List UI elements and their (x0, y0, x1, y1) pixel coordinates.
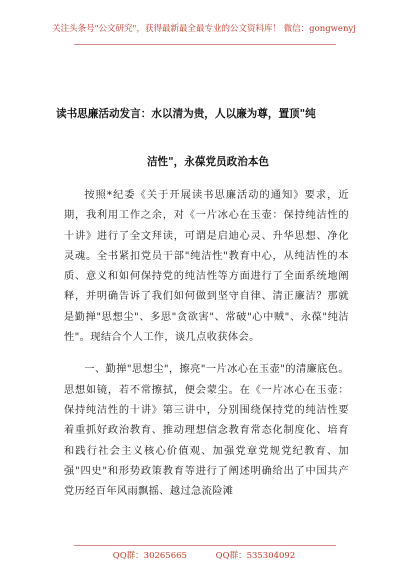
footer-qq-group-1: QQ群：30265665 (112, 551, 187, 561)
paragraph-intro: 按照*纪委《关于开展读书思廉活动的通知》要求，近期，我利用工作之余，对《一片冰心在玉壶：保持纯洁性的十讲》进行了全文拜读，可谓是启迪心灵、升华思想、净化灵魂。全书紧扣党员干部"纯洁性"教育中心，从纯洁性的本质、意义和如何保持党的纯洁性等方面进行了全面系统地阐释，并明确告诉了我们如何做到坚守自律、清正廉洁？那就是勤掸"思想尘"、多思"贪欲害"、常破"心中贼"、永葆"纯洁性"。现结合个人工作，谈几点收获体会。 (64, 190, 349, 344)
footer-qq-group-2: QQ群：535304092 (215, 551, 296, 561)
title-line-2: 洁性"，永葆党员政治本色 (146, 156, 270, 168)
paragraph-section-1: 一、勤掸"思想尘"，擦亮"一片冰心在玉壶"的清廉底色。思想如镜，若不常擦拭，便会蒙尘。在《一片冰心在玉壶：保持纯洁性的十讲》第三讲中，分别围绕保持党的纯洁性要着重抓好政治教育、推动理想信念教育常态化制度化、培育和践行社会主义核心价值观、加强党章党规党纪教育、加强"四史"和形势政策教育等进行了阐述明确给出了中国共产党历经百年风雨飘摇、越过急流险滩 (64, 364, 349, 498)
page-footer (0, 549, 408, 561)
title-line-1: 读书思廉活动发言：水以清为贵，人以廉为尊，置顶"纯 (56, 108, 316, 120)
document-body (64, 186, 349, 502)
document-title (56, 90, 356, 186)
header-divider (74, 44, 336, 45)
footer-divider (74, 545, 336, 546)
page-header: 关注头条号"公文研究"，获得最新最全最专业的公文资料库！ 微信：gongwenyj (52, 24, 356, 34)
